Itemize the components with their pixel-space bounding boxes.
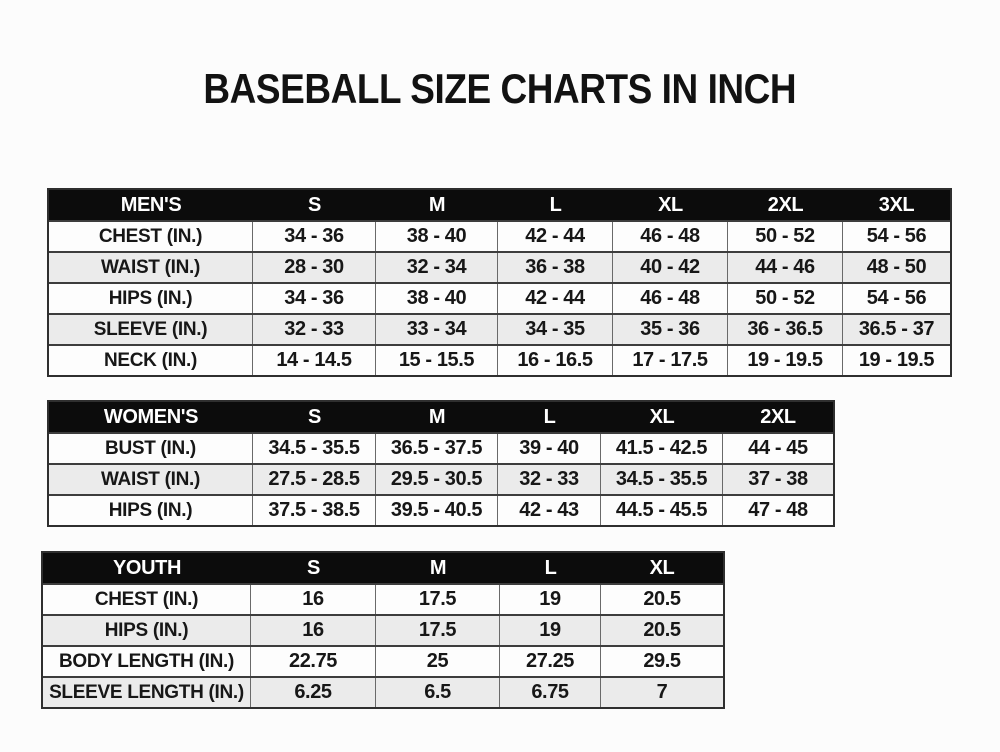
size-value: 46 - 48: [613, 284, 728, 313]
row-label: HIPS (IN.): [49, 284, 253, 313]
row-label: CHEST (IN.): [49, 222, 253, 251]
size-value: 34.5 - 35.5: [253, 434, 376, 463]
size-value: 37 - 38: [748, 468, 808, 490]
size-value: 16: [251, 616, 376, 645]
size-value: 29.5: [643, 650, 681, 672]
size-value: 17 - 17.5: [613, 346, 728, 375]
size-value: 36 - 36.5: [728, 315, 843, 344]
size-value: 48 - 50: [866, 256, 927, 278]
column-header: M: [429, 556, 447, 579]
column-header: M: [428, 405, 446, 428]
mens-size-table: [47, 188, 952, 377]
column-header: S: [308, 193, 321, 216]
column-header: 3XL: [878, 193, 915, 216]
size-value: 28 - 30: [253, 253, 376, 282]
size-value: 42 - 44: [498, 222, 613, 251]
column-header: L: [549, 193, 562, 216]
size-value: 50 - 52: [728, 222, 843, 251]
column-header: XL: [649, 405, 675, 428]
page-title-text: BASEBALL SIZE CHARTS IN INCH: [203, 65, 797, 112]
table-row: [49, 344, 950, 375]
size-value: 27.25: [500, 647, 601, 676]
table-row: [49, 282, 950, 313]
size-value: 17.5: [376, 616, 500, 645]
size-value: 50 - 52: [728, 284, 843, 313]
size-value: 22.75: [251, 647, 376, 676]
womens-size-table: [47, 400, 835, 527]
size-value: 16: [251, 585, 376, 614]
youth-size-table: [41, 551, 725, 709]
size-value: 32 - 34: [376, 253, 498, 282]
size-value: 14 - 14.5: [253, 346, 376, 375]
page-title: [0, 65, 1000, 112]
table-row: [49, 432, 833, 463]
header-row: [49, 402, 833, 432]
size-value: 38 - 40: [376, 284, 498, 313]
row-label: BUST (IN.): [49, 434, 253, 463]
size-value: 54 - 56: [866, 225, 927, 247]
row-label: SLEEVE LENGTH (IN.): [43, 678, 251, 707]
size-value: 44 - 46: [728, 253, 843, 282]
size-value: 29.5 - 30.5: [376, 465, 498, 494]
size-value: 6.5: [376, 678, 500, 707]
size-value: 6.25: [251, 678, 376, 707]
size-value: 38 - 40: [376, 222, 498, 251]
size-value: 46 - 48: [613, 222, 728, 251]
row-label: NECK (IN.): [49, 346, 253, 375]
size-value: 32 - 33: [253, 315, 376, 344]
size-value: 25: [376, 647, 500, 676]
column-header: S: [308, 405, 321, 428]
column-header: MEN'S: [120, 193, 182, 216]
size-value: 39 - 40: [498, 434, 601, 463]
column-header: L: [543, 405, 556, 428]
column-header: XL: [658, 193, 683, 216]
table-row: [43, 676, 723, 707]
size-value: 19: [500, 616, 601, 645]
size-value: 15 - 15.5: [376, 346, 498, 375]
size-value: 47 - 48: [748, 499, 808, 521]
size-value: 34 - 35: [498, 315, 613, 344]
size-value: 34 - 36: [253, 284, 376, 313]
header-row: [49, 190, 950, 220]
size-value: 36 - 38: [498, 253, 613, 282]
size-value: 32 - 33: [498, 465, 601, 494]
size-value: 33 - 34: [376, 315, 498, 344]
table-row: [43, 645, 723, 676]
table-row: [49, 251, 950, 282]
size-value: 37.5 - 38.5: [253, 496, 376, 525]
size-value: 44.5 - 45.5: [601, 496, 723, 525]
size-value: 35 - 36: [613, 315, 728, 344]
size-value: 20.5: [643, 588, 681, 610]
row-label: CHEST (IN.): [43, 585, 251, 614]
table-row: [43, 614, 723, 645]
size-value: 6.75: [500, 678, 601, 707]
size-value: 34 - 36: [253, 222, 376, 251]
table-row: [49, 220, 950, 251]
table-row: [49, 313, 950, 344]
table-row: [49, 463, 833, 494]
size-value: 19 - 19.5: [728, 346, 843, 375]
size-value: 7: [656, 681, 668, 703]
row-label: WAIST (IN.): [49, 253, 253, 282]
size-value: 42 - 43: [498, 496, 601, 525]
column-header: WOMEN'S: [103, 405, 199, 428]
size-value: 39.5 - 40.5: [376, 496, 498, 525]
size-value: 40 - 42: [613, 253, 728, 282]
table-row: [49, 494, 833, 525]
size-value: 42 - 44: [498, 284, 613, 313]
row-label: HIPS (IN.): [49, 496, 253, 525]
column-header: S: [307, 556, 320, 579]
size-value: 17.5: [376, 585, 500, 614]
size-value: 34.5 - 35.5: [601, 465, 723, 494]
column-header: XL: [649, 556, 675, 579]
size-value: 20.5: [643, 619, 681, 641]
header-row: [43, 553, 723, 583]
column-header: 2XL: [767, 193, 804, 216]
size-value: 36.5 - 37.5: [376, 434, 498, 463]
row-label: SLEEVE (IN.): [49, 315, 253, 344]
size-value: 19 - 19.5: [858, 349, 935, 371]
row-label: WAIST (IN.): [49, 465, 253, 494]
column-header: YOUTH: [112, 556, 181, 579]
size-value: 44 - 45: [748, 437, 808, 459]
size-value: 54 - 56: [866, 287, 927, 309]
size-value: 41.5 - 42.5: [601, 434, 723, 463]
column-header: 2XL: [760, 405, 796, 428]
size-value: 27.5 - 28.5: [253, 465, 376, 494]
size-value: 19: [500, 585, 601, 614]
size-value: 36.5 - 37: [858, 318, 935, 340]
column-header: M: [428, 193, 446, 216]
row-label: BODY LENGTH (IN.): [43, 647, 251, 676]
row-label: HIPS (IN.): [43, 616, 251, 645]
size-value: 16 - 16.5: [498, 346, 613, 375]
table-row: [43, 583, 723, 614]
column-header: L: [544, 556, 557, 579]
